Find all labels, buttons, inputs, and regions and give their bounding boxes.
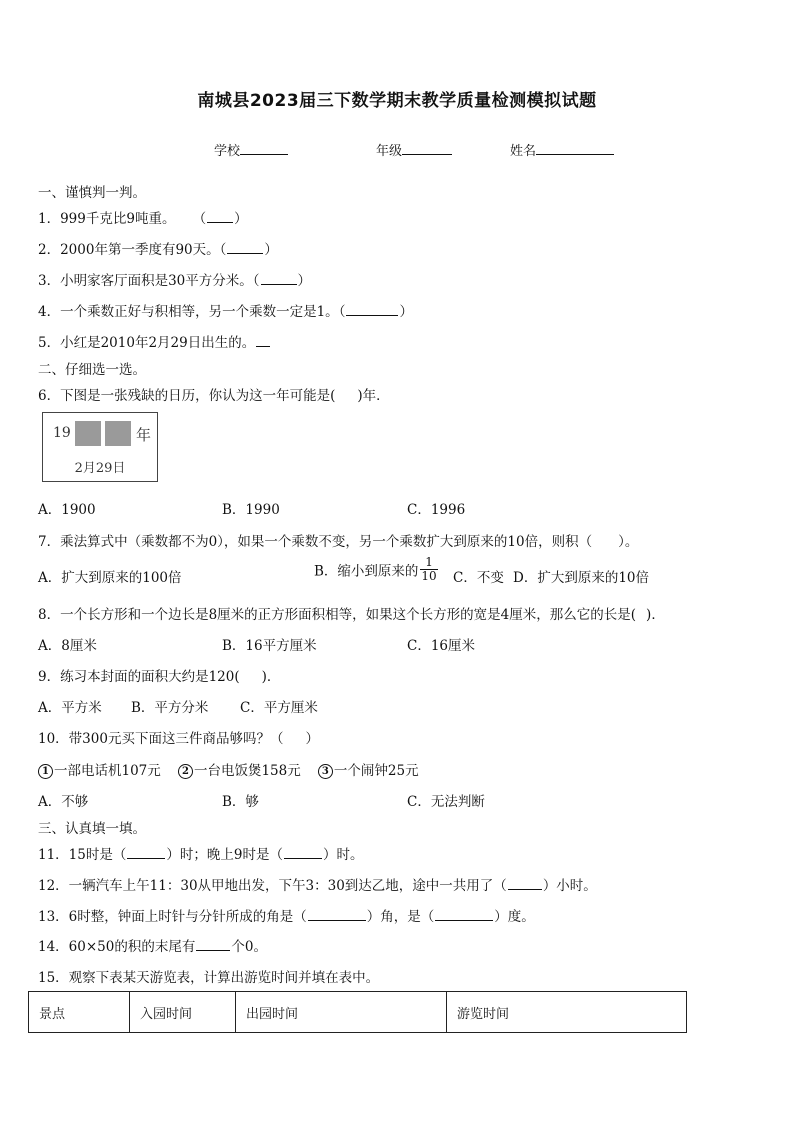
section-2-heading: 二、仔细选一选。 (38, 362, 146, 378)
question-4-text: 4．一个乘数正好与积相等，另一个乘数一定是1。 (38, 304, 339, 320)
question-13-part-1: 13．6时整，钟面上时针与分针所成的角是（ (38, 909, 307, 925)
paren-close: ） (297, 273, 312, 289)
answer-blank[interactable] (435, 908, 493, 921)
answer-blank[interactable] (196, 938, 230, 951)
table-row (29, 992, 687, 1033)
circled-number-1: 1 (38, 764, 53, 779)
question-1 (38, 207, 248, 227)
fraction-numerator: 1 (420, 556, 437, 570)
question-4 (38, 300, 413, 320)
question-14 (38, 935, 267, 955)
q9-option-a[interactable]: A．平方米 (38, 700, 102, 716)
answer-blank[interactable] (346, 303, 398, 316)
calendar-missing-digit (105, 421, 131, 446)
q6-option-b[interactable]: B．1990 (222, 502, 280, 518)
question-7-tail: ）。 (618, 534, 639, 550)
calendar-year-prefix: 19 (53, 425, 71, 441)
question-14-part-2: 个0。 (231, 939, 267, 955)
question-10-text: 10．带300元买下面这三件商品够吗？（ (38, 731, 284, 747)
question-12-part-1: 12．一辆汽车上午11：30从甲地出发，下午3：30到达乙地，途中一共用了（ (38, 878, 507, 894)
q10-items (38, 759, 419, 779)
question-3 (38, 269, 311, 289)
q6-option-a[interactable]: A．1900 (38, 502, 96, 518)
question-15 (38, 966, 379, 986)
question-13 (38, 905, 535, 925)
grade-field (376, 140, 452, 159)
calendar-image (42, 412, 158, 482)
name-input-line[interactable] (536, 140, 614, 155)
table-header-cell: 游览时间 (447, 992, 687, 1033)
answer-blank[interactable] (508, 877, 542, 890)
q8-option-a[interactable]: A．8厘米 (38, 638, 97, 654)
table-header-cell: 入园时间 (130, 992, 236, 1033)
question-8-text: 8．一个长方形和一个边长是8厘米的正方形面积相等，如果这个长方形的宽是4厘米，那么它的长是( (38, 607, 637, 623)
question-2-text: 2．2000年第一季度有90天。 (38, 242, 220, 258)
answer-blank[interactable] (308, 908, 366, 921)
circled-number-2: 2 (178, 764, 193, 779)
question-11-part-2: ）时；晚上9时是（ (166, 847, 283, 863)
visit-table (28, 991, 687, 1033)
q10-option-a[interactable]: A．不够 (38, 794, 89, 810)
paren-close: ） (399, 304, 413, 320)
q9-option-c[interactable]: C．平方厘米 (240, 700, 318, 716)
question-8 (38, 603, 665, 623)
question-9-tail: )． (261, 669, 281, 685)
q10-option-c[interactable]: C．无法判断 (407, 794, 485, 810)
question-8-tail: )． (646, 607, 665, 623)
q10-item-2: 一台电饭煲158元 (193, 763, 301, 779)
question-9-text: 9．练习本封面的面积大约是120( (38, 669, 240, 685)
q8-option-c[interactable]: C．16厘米 (407, 638, 476, 654)
q10-item-3: 一个闹钟25元 (333, 763, 419, 779)
paren-open: （ (338, 304, 346, 320)
question-5-text: 5．小红是2010年2月29日出生的。 (38, 335, 256, 351)
question-6 (38, 384, 390, 404)
question-13-part-3: ）度。 (494, 909, 535, 925)
question-10 (38, 727, 319, 747)
table-header-cell: 出园时间 (236, 992, 447, 1033)
answer-blank[interactable] (284, 846, 322, 859)
name-field (510, 140, 614, 159)
question-7 (38, 530, 638, 550)
question-9 (38, 665, 280, 685)
question-3-text: 3．小明家客厅面积是30平方分米。 (38, 273, 253, 289)
q9-option-b[interactable]: B．平方分米 (131, 700, 209, 716)
question-11 (38, 843, 363, 863)
question-5 (38, 331, 271, 351)
q8-option-b[interactable]: B．16平方厘米 (222, 638, 317, 654)
calendar-year-suffix: 年 (135, 426, 151, 444)
answer-blank[interactable] (127, 846, 165, 859)
question-7-text: 7．乘法算式中（乘数都不为0），如果一个乘数不变，另一个乘数扩大到原来的10倍，则积（ (38, 534, 593, 550)
q10-item-1: 一部电话机107元 (54, 763, 161, 779)
question-11-part-1: 11．15时是（ (38, 847, 127, 863)
q10-option-b[interactable]: B．够 (222, 794, 259, 810)
fraction-one-tenth (420, 556, 437, 583)
q6-option-c[interactable]: C．1996 (407, 502, 466, 518)
q7-option-b-label: B．缩小到原来的 (314, 563, 419, 580)
question-10-tail: ） (305, 731, 319, 747)
calendar-date: 2月29日 (74, 461, 126, 476)
circled-number-3: 3 (318, 764, 333, 779)
grade-input-line[interactable] (402, 140, 452, 155)
section-1-heading: 一、谨慎判一判。 (38, 185, 146, 201)
q7-option-c[interactable]: C．不变 (453, 570, 504, 586)
school-input-line[interactable] (240, 140, 288, 155)
calendar-missing-digit (75, 421, 101, 446)
paren-open: （ (252, 273, 260, 289)
q7-option-d[interactable]: D．扩大到原来的10倍 (513, 570, 650, 586)
school-field (214, 140, 288, 159)
page-title: 南城县2023届三下数学期末教学质量检测模拟试题 (197, 91, 597, 111)
paren-open: （ (192, 211, 207, 227)
question-14-part-1: 14．60×50的积的末尾有 (38, 939, 196, 955)
question-6-tail: )年． (357, 388, 390, 404)
name-label: 姓名 (510, 144, 537, 159)
question-6-text: 6．下图是一张残缺的日历，你认为这一年可能是( (38, 388, 336, 404)
fraction-denominator: 10 (421, 569, 437, 583)
question-13-part-2: ）角，是（ (366, 909, 435, 925)
answer-blank[interactable] (207, 210, 233, 223)
paren-close: ） (264, 242, 278, 258)
q7-option-b[interactable] (314, 556, 440, 583)
question-11-part-3: ）时。 (322, 847, 364, 863)
answer-blank[interactable] (261, 272, 297, 285)
question-2 (38, 238, 278, 258)
table-header-cell: 景点 (29, 992, 130, 1033)
question-12-part-2: ）小时。 (542, 878, 597, 894)
school-label: 学校 (214, 144, 241, 159)
question-12 (38, 874, 597, 894)
question-15-text: 15．观察下表某天游览表，计算出游览时间并填在表中。 (38, 970, 380, 986)
answer-blank[interactable] (227, 241, 263, 254)
grade-label: 年级 (376, 144, 403, 159)
paren-close: ） (234, 211, 248, 227)
question-1-text: 1．999千克比9吨重。 (38, 211, 176, 227)
paren-open: （ (219, 242, 227, 258)
section-3-heading: 三、认真填一填。 (38, 821, 146, 837)
q7-option-a[interactable]: A．扩大到原来的100倍 (38, 570, 182, 586)
answer-blank[interactable] (256, 334, 270, 347)
